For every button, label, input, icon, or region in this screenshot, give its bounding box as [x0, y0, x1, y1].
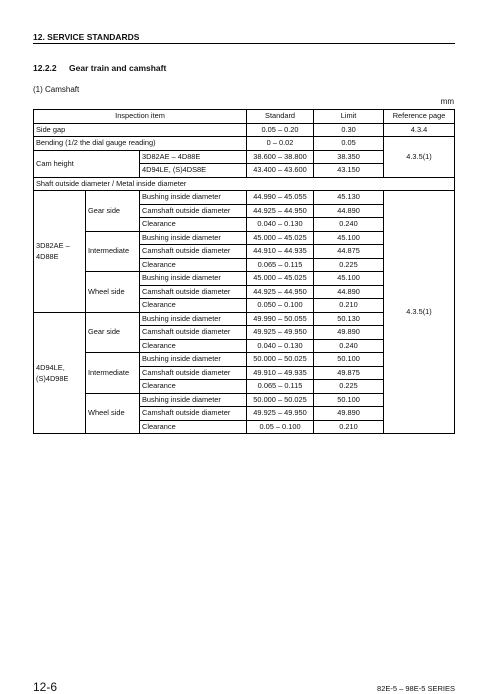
shaft-header-row — [34, 177, 455, 191]
limit-value: 49.875 — [314, 366, 384, 380]
limit-value: 50.130 — [314, 312, 384, 326]
cam-height-standard: 38.600 – 38.800 — [247, 150, 314, 164]
limit-value: 0.240 — [314, 339, 384, 353]
side-gap-limit: 0.30 — [314, 123, 384, 137]
standard-value: 44.990 – 45.055 — [247, 191, 314, 205]
standard-value: 0.065 – 0.115 — [247, 258, 314, 272]
limit-value: 0.210 — [314, 299, 384, 313]
cam-height-model: 3D82AE – 4D88E — [140, 150, 247, 164]
limit-value: 45.100 — [314, 272, 384, 286]
side-gap-label: Side gap — [34, 123, 247, 137]
limit-value: 50.100 — [314, 393, 384, 407]
bending-row — [34, 137, 455, 151]
standard-value: 45.000 – 45.025 — [247, 272, 314, 286]
col-header-limit: Limit — [314, 110, 384, 124]
engine-model-line: 4D94LE, — [36, 362, 65, 372]
standard-value: 0.065 – 0.115 — [247, 380, 314, 394]
standard-value: 44.910 – 44.935 — [247, 245, 314, 259]
limit-value: 44.890 — [314, 285, 384, 299]
cam-height-standard: 43.400 – 43.600 — [247, 164, 314, 178]
section-number: 12.2.2 — [33, 63, 57, 73]
position-label: Gear side — [86, 191, 140, 232]
position-label: Wheel side — [86, 393, 140, 434]
standard-value: 44.925 – 44.950 — [247, 204, 314, 218]
limit-value: 50.100 — [314, 353, 384, 367]
bending-cam-ref: 4.3.5(1) — [384, 137, 455, 178]
standard-value: 0.040 – 0.130 — [247, 339, 314, 353]
cam-height-model: 4D94LE, (S)4DS8E — [140, 164, 247, 178]
page-header-title: 12. SERVICE STANDARDS — [33, 32, 140, 42]
inspection-item: Bushing inside diameter — [140, 191, 247, 205]
col-header-item: Inspection item — [34, 110, 247, 124]
standard-value: 0.05 – 0.100 — [247, 420, 314, 434]
limit-value: 0.225 — [314, 258, 384, 272]
inspection-item: Clearance — [140, 380, 247, 394]
standard-value: 49.990 – 50.055 — [247, 312, 314, 326]
col-header-standard: Standard — [247, 110, 314, 124]
inspection-item: Bushing inside diameter — [140, 312, 247, 326]
col-header-reference: Reference page — [384, 110, 455, 124]
inspection-item: Camshaft outside diameter — [140, 326, 247, 340]
standard-value: 49.910 – 49.935 — [247, 366, 314, 380]
limit-value: 44.890 — [314, 204, 384, 218]
inspection-item: Clearance — [140, 218, 247, 232]
standard-value: 50.000 – 50.025 — [247, 353, 314, 367]
standard-value: 45.000 – 45.025 — [247, 231, 314, 245]
engine-model-line: (S)4D98E — [36, 373, 69, 383]
position-label: Gear side — [86, 312, 140, 353]
inspection-item: Clearance — [140, 258, 247, 272]
inspection-item: Camshaft outside diameter — [140, 204, 247, 218]
position-label: Intermediate — [86, 353, 140, 394]
inspection-item: Bushing inside diameter — [140, 393, 247, 407]
bending-label: Bending (1/2 the dial gauge reading) — [34, 137, 247, 151]
table-row — [34, 191, 455, 205]
bending-standard: 0 – 0.02 — [247, 137, 314, 151]
inspection-item: Clearance — [140, 339, 247, 353]
inspection-item: Camshaft outside diameter — [140, 285, 247, 299]
limit-value: 0.225 — [314, 380, 384, 394]
cam-height-limit: 43.150 — [314, 164, 384, 178]
limit-value: 45.100 — [314, 231, 384, 245]
inspection-item: Camshaft outside diameter — [140, 366, 247, 380]
engine-model-cell — [34, 312, 86, 434]
position-label: Wheel side — [86, 272, 140, 313]
inspection-item: Clearance — [140, 299, 247, 313]
position-label: Intermediate — [86, 231, 140, 272]
shaft-reference: 4.3.5(1) — [384, 191, 455, 434]
standard-value: 44.925 – 44.950 — [247, 285, 314, 299]
series-label: 82E-5 – 98E-5 SERIES — [377, 684, 455, 693]
section-title: Gear train and camshaft — [69, 63, 167, 73]
section-heading — [33, 63, 166, 73]
limit-value: 0.240 — [314, 218, 384, 232]
inspection-item: Camshaft outside diameter — [140, 407, 247, 421]
inspection-item: Bushing inside diameter — [140, 353, 247, 367]
inspection-item: Bushing inside diameter — [140, 272, 247, 286]
standard-value: 50.000 – 50.025 — [247, 393, 314, 407]
inspection-item: Camshaft outside diameter — [140, 245, 247, 259]
inspection-item: Bushing inside diameter — [140, 231, 247, 245]
inspection-item: Clearance — [140, 420, 247, 434]
side-gap-row — [34, 123, 455, 137]
standard-value: 49.925 – 49.950 — [247, 407, 314, 421]
engine-model-cell — [34, 191, 86, 313]
side-gap-ref: 4.3.4 — [384, 123, 455, 137]
header-row — [34, 110, 455, 124]
cam-height-label: Cam height — [34, 150, 140, 177]
limit-value: 49.890 — [314, 326, 384, 340]
subsection-heading: (1) Camshaft — [33, 85, 80, 94]
standard-value: 49.925 – 49.950 — [247, 326, 314, 340]
limit-value: 49.890 — [314, 407, 384, 421]
header-rule — [33, 43, 455, 44]
bending-limit: 0.05 — [314, 137, 384, 151]
standard-value: 0.050 – 0.100 — [247, 299, 314, 313]
standard-value: 0.040 – 0.130 — [247, 218, 314, 232]
page-number: 12-6 — [33, 680, 58, 694]
shaft-label: Shaft outside diameter / Metal inside diameter — [34, 177, 455, 191]
limit-value: 0.210 — [314, 420, 384, 434]
camshaft-standards-table — [33, 109, 455, 434]
engine-model-line: 3D82AE – — [36, 241, 70, 251]
cam-height-limit: 38.350 — [314, 150, 384, 164]
unit-label: mm — [440, 97, 454, 106]
limit-value: 44.875 — [314, 245, 384, 259]
side-gap-standard: 0.05 – 0.20 — [247, 123, 314, 137]
engine-model-line: 4D88E — [36, 252, 59, 262]
limit-value: 45.130 — [314, 191, 384, 205]
